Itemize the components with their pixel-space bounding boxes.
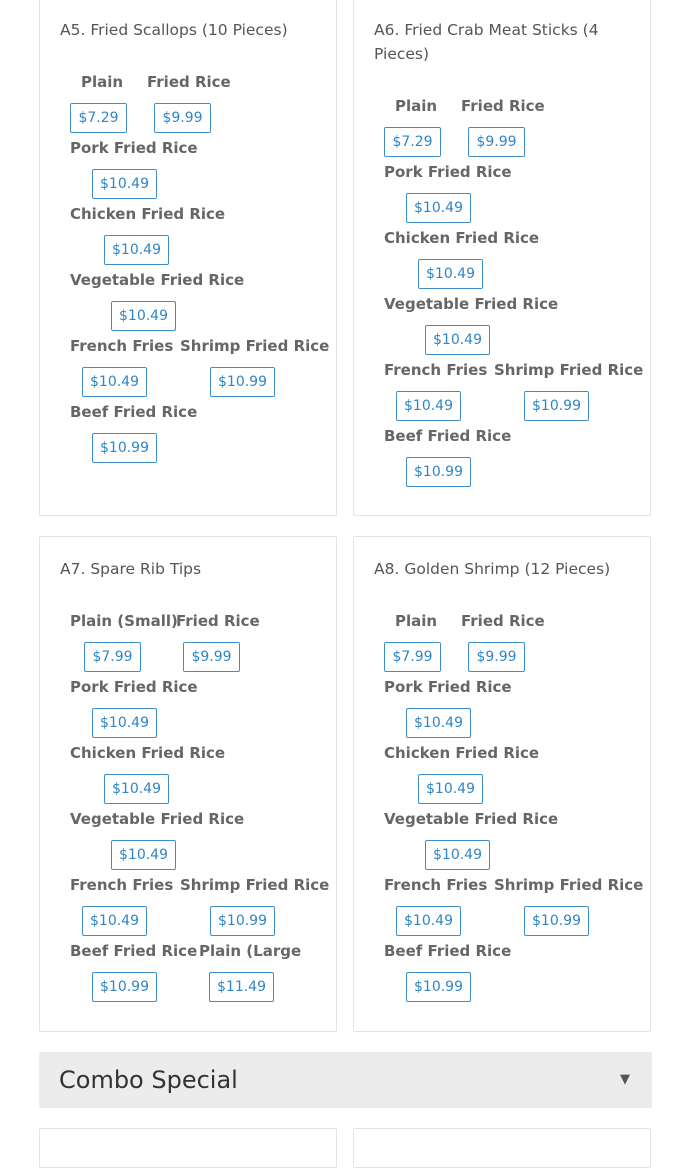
option-label: Beef Fried Rice xyxy=(70,942,198,960)
menu-item-card xyxy=(353,536,651,1032)
menu-item-card xyxy=(353,1128,651,1168)
option-label: French Fries xyxy=(384,361,488,379)
price-button[interactable]: $10.99 xyxy=(92,972,157,1002)
menu-item-card xyxy=(353,0,651,516)
option-label: Plain xyxy=(395,97,438,115)
price-button[interactable]: $7.99 xyxy=(384,642,441,672)
option-label: Beef Fried Rice xyxy=(384,427,512,445)
option-label: Beef Fried Rice xyxy=(384,942,512,960)
combo-special-section-header[interactable] xyxy=(39,1052,652,1108)
option-label: Vegetable Fried Rice xyxy=(384,295,559,313)
price-button[interactable]: $10.49 xyxy=(425,325,490,355)
price-button[interactable]: $7.29 xyxy=(70,103,127,133)
menu-item-title: A5. Fried Scallops (10 Pieces) xyxy=(60,21,288,39)
price-button[interactable]: $10.49 xyxy=(418,259,483,289)
price-button[interactable]: $10.49 xyxy=(92,708,157,738)
option-label: Fried Rice xyxy=(147,73,231,91)
option-label: French Fries xyxy=(70,876,174,894)
price-button[interactable]: $10.49 xyxy=(104,235,169,265)
price-button[interactable]: $7.99 xyxy=(84,642,141,672)
price-button[interactable]: $10.99 xyxy=(524,391,589,421)
price-button[interactable]: $9.99 xyxy=(468,127,525,157)
price-button[interactable]: $9.99 xyxy=(183,642,240,672)
menu-item-title: A8. Golden Shrimp (12 Pieces) xyxy=(374,560,611,578)
option-label: French Fries xyxy=(70,337,174,355)
menu-item-title: A7. Spare Rib Tips xyxy=(60,560,202,578)
option-label: Chicken Fried Rice xyxy=(384,744,540,762)
option-label: Chicken Fried Rice xyxy=(70,744,226,762)
option-label: Plain xyxy=(81,73,124,91)
price-button[interactable]: $7.29 xyxy=(384,127,441,157)
price-button[interactable]: $10.99 xyxy=(406,457,471,487)
price-button[interactable]: $10.49 xyxy=(82,367,147,397)
price-button[interactable]: $10.49 xyxy=(92,169,157,199)
option-label: Vegetable Fried Rice xyxy=(70,271,245,289)
option-label: Plain xyxy=(395,612,438,630)
price-button[interactable]: $10.49 xyxy=(111,840,176,870)
option-label: Vegetable Fried Rice xyxy=(384,810,559,828)
option-label: Fried Rice xyxy=(461,612,545,630)
price-button[interactable]: $10.49 xyxy=(418,774,483,804)
option-label: Shrimp Fried Rice xyxy=(180,876,330,894)
price-button[interactable]: $10.99 xyxy=(210,367,275,397)
option-label: Pork Fried Rice xyxy=(70,139,198,157)
price-button[interactable]: $11.49 xyxy=(209,972,274,1002)
price-button[interactable]: $10.49 xyxy=(82,906,147,936)
option-label: Shrimp Fried Rice xyxy=(494,361,644,379)
price-button[interactable]: $9.99 xyxy=(468,642,525,672)
price-button[interactable]: $10.99 xyxy=(524,906,589,936)
option-label: Fried Rice xyxy=(461,97,545,115)
option-label: Chicken Fried Rice xyxy=(384,229,540,247)
option-label: Chicken Fried Rice xyxy=(70,205,226,223)
price-button[interactable]: $10.49 xyxy=(396,906,461,936)
caret-down-icon[interactable]: ▼ xyxy=(620,1072,630,1087)
option-label: Plain (Small) xyxy=(70,612,178,630)
option-label: Pork Fried Rice xyxy=(70,678,198,696)
option-label: Vegetable Fried Rice xyxy=(70,810,245,828)
price-button[interactable]: $10.49 xyxy=(104,774,169,804)
menu-item-card xyxy=(39,0,337,516)
option-label: Shrimp Fried Rice xyxy=(494,876,644,894)
option-label: Shrimp Fried Rice xyxy=(180,337,330,355)
price-button[interactable]: $10.99 xyxy=(406,972,471,1002)
option-label: Fried Rice xyxy=(176,612,260,630)
menu-item-card xyxy=(39,1128,337,1168)
price-button[interactable]: $10.49 xyxy=(396,391,461,421)
price-button[interactable]: $10.49 xyxy=(111,301,176,331)
option-label: Plain (Large xyxy=(199,942,302,960)
section-title: Combo Special xyxy=(59,1066,238,1094)
price-button[interactable]: $10.49 xyxy=(425,840,490,870)
option-label: Pork Fried Rice xyxy=(384,678,512,696)
price-button[interactable]: $10.99 xyxy=(92,433,157,463)
price-button[interactable]: $9.99 xyxy=(154,103,211,133)
menu-item-card xyxy=(39,536,337,1032)
option-label: Pork Fried Rice xyxy=(384,163,512,181)
price-button[interactable]: $10.49 xyxy=(406,708,471,738)
price-button[interactable]: $10.99 xyxy=(210,906,275,936)
option-label: Beef Fried Rice xyxy=(70,403,198,421)
price-button[interactable]: $10.49 xyxy=(406,193,471,223)
option-label: French Fries xyxy=(384,876,488,894)
menu-item-title: A6. Fried Crab Meat Sticks (4 Pieces) xyxy=(374,21,599,63)
